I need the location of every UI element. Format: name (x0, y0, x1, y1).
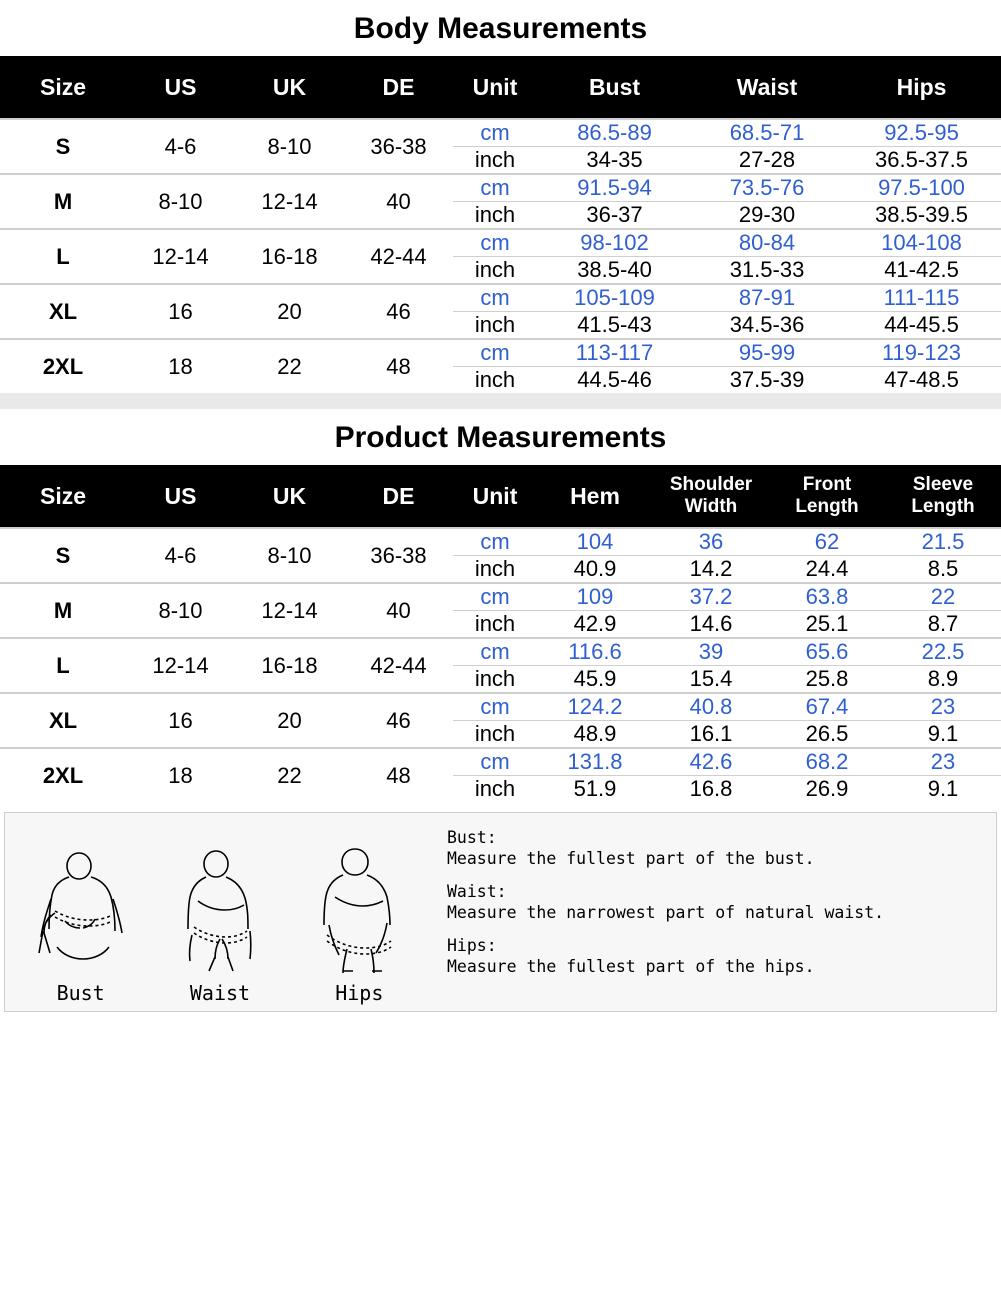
cell-hips-inch: 47-48.5 (842, 367, 1001, 394)
col-us: US (126, 465, 235, 528)
table-row (0, 339, 1001, 367)
cell-waist-inch: 31.5-33 (692, 257, 842, 285)
cell-size: M (0, 583, 126, 638)
cell-hem-inch: 51.9 (537, 776, 653, 803)
cell-shoulder-inch: 16.8 (653, 776, 769, 803)
cell-bust-inch: 36-37 (537, 202, 692, 230)
cell-sleeve-inch: 8.5 (885, 556, 1001, 584)
cell-waist-cm: 73.5-76 (692, 174, 842, 202)
cell-sleeve-inch: 9.1 (885, 721, 1001, 749)
cell-uk: 20 (235, 284, 344, 339)
col-bust: Bust (537, 56, 692, 119)
guide-desc-hips: Measure the fullest part of the hips. (447, 957, 815, 976)
cell-bust-cm: 113-117 (537, 339, 692, 367)
cell-size: S (0, 528, 126, 583)
cell-uk: 12-14 (235, 583, 344, 638)
cell-shoulder-inch: 14.2 (653, 556, 769, 584)
product-measurements-table (0, 465, 1001, 802)
cell-unit-cm: cm (453, 748, 537, 776)
cell-shoulder-cm: 39 (653, 638, 769, 666)
col-unit: Unit (453, 56, 537, 119)
col-uk: UK (235, 465, 344, 528)
col-size: Size (0, 56, 126, 119)
col-hem: Hem (537, 465, 653, 528)
guide-term-bust: Bust: (447, 828, 497, 847)
cell-hips-inch: 38.5-39.5 (842, 202, 1001, 230)
cell-bust-inch: 41.5-43 (537, 312, 692, 340)
cell-unit-inch: inch (453, 202, 537, 230)
cell-front-inch: 25.1 (769, 611, 885, 639)
cell-waist-cm: 68.5-71 (692, 119, 842, 147)
cell-hem-inch: 42.9 (537, 611, 653, 639)
cell-sleeve-cm: 23 (885, 693, 1001, 721)
cell-de: 36-38 (344, 119, 453, 174)
cell-hips-inch: 36.5-37.5 (842, 147, 1001, 175)
cell-unit-cm: cm (453, 229, 537, 257)
cell-size: M (0, 174, 126, 229)
cell-front-cm: 68.2 (769, 748, 885, 776)
cell-size: 2XL (0, 339, 126, 393)
cell-front-inch: 26.5 (769, 721, 885, 749)
cell-us: 18 (126, 339, 235, 393)
cell-unit-cm: cm (453, 339, 537, 367)
cell-shoulder-inch: 15.4 (653, 666, 769, 694)
cell-us: 4-6 (126, 528, 235, 583)
cell-hem-inch: 45.9 (537, 666, 653, 694)
col-us: US (126, 56, 235, 119)
cell-uk: 22 (235, 748, 344, 802)
cell-us: 12-14 (126, 229, 235, 284)
cell-shoulder-cm: 42.6 (653, 748, 769, 776)
cell-hem-cm: 104 (537, 528, 653, 556)
table-header-row (0, 465, 1001, 528)
cell-hips-cm: 97.5-100 (842, 174, 1001, 202)
cell-shoulder-inch: 16.1 (653, 721, 769, 749)
guide-figure-hips (294, 839, 424, 1005)
cell-waist-inch: 37.5-39 (692, 367, 842, 394)
col-shoulder-line1: Shoulder (669, 474, 753, 495)
col-front-length (769, 465, 885, 528)
cell-size: XL (0, 693, 126, 748)
body-measurements-title: Body Measurements (0, 0, 1001, 56)
table-row (0, 284, 1001, 312)
cell-us: 12-14 (126, 638, 235, 693)
cell-bust-cm: 105-109 (537, 284, 692, 312)
cell-sleeve-cm: 22.5 (885, 638, 1001, 666)
cell-unit-cm: cm (453, 528, 537, 556)
table-row (0, 528, 1001, 556)
product-measurements-title: Product Measurements (0, 409, 1001, 465)
cell-us: 8-10 (126, 174, 235, 229)
cell-uk: 22 (235, 339, 344, 393)
measurement-guide (4, 812, 997, 1012)
guide-figure-waist (155, 839, 285, 1005)
table-row (0, 229, 1001, 257)
guide-text (435, 813, 996, 1011)
cell-us: 18 (126, 748, 235, 802)
bust-figure-icon (16, 839, 146, 979)
col-sleeve-length (885, 465, 1001, 528)
cell-size: 2XL (0, 748, 126, 802)
guide-figures (5, 813, 435, 1011)
cell-shoulder-cm: 36 (653, 528, 769, 556)
cell-uk: 8-10 (235, 528, 344, 583)
cell-unit-inch: inch (453, 556, 537, 584)
table-row (0, 638, 1001, 666)
cell-sleeve-cm: 23 (885, 748, 1001, 776)
cell-waist-cm: 87-91 (692, 284, 842, 312)
cell-unit-inch: inch (453, 147, 537, 175)
cell-hem-cm: 124.2 (537, 693, 653, 721)
cell-size: XL (0, 284, 126, 339)
cell-unit-inch: inch (453, 312, 537, 340)
guide-desc-waist: Measure the narrowest part of natural waist. (447, 903, 885, 922)
cell-de: 40 (344, 174, 453, 229)
cell-us: 16 (126, 284, 235, 339)
cell-uk: 20 (235, 693, 344, 748)
cell-shoulder-cm: 37.2 (653, 583, 769, 611)
col-sleeve-line1: Sleeve (912, 474, 974, 495)
cell-hem-cm: 116.6 (537, 638, 653, 666)
cell-waist-inch: 27-28 (692, 147, 842, 175)
col-de: DE (344, 465, 453, 528)
cell-front-inch: 26.9 (769, 776, 885, 803)
cell-hem-inch: 48.9 (537, 721, 653, 749)
col-sleeve-line2: Length (911, 496, 975, 517)
cell-size: L (0, 229, 126, 284)
cell-unit-cm: cm (453, 583, 537, 611)
table-header-row (0, 56, 1001, 119)
col-waist: Waist (692, 56, 842, 119)
cell-bust-cm: 91.5-94 (537, 174, 692, 202)
cell-front-cm: 65.6 (769, 638, 885, 666)
cell-hips-inch: 44-45.5 (842, 312, 1001, 340)
cell-unit-cm: cm (453, 284, 537, 312)
cell-sleeve-inch: 9.1 (885, 776, 1001, 803)
guide-term-hips: Hips: (447, 936, 497, 955)
cell-unit-cm: cm (453, 693, 537, 721)
table-row (0, 583, 1001, 611)
hips-figure-icon (294, 839, 424, 979)
section-divider (0, 393, 1001, 409)
cell-unit-cm: cm (453, 174, 537, 202)
col-front-line1: Front (802, 474, 852, 495)
cell-de: 36-38 (344, 528, 453, 583)
col-uk: UK (235, 56, 344, 119)
cell-waist-inch: 34.5-36 (692, 312, 842, 340)
cell-hem-inch: 40.9 (537, 556, 653, 584)
cell-us: 4-6 (126, 119, 235, 174)
cell-unit-inch: inch (453, 666, 537, 694)
waist-figure-icon (155, 839, 285, 979)
col-de: DE (344, 56, 453, 119)
cell-shoulder-inch: 14.6 (653, 611, 769, 639)
cell-front-inch: 24.4 (769, 556, 885, 584)
cell-waist-inch: 29-30 (692, 202, 842, 230)
cell-hips-inch: 41-42.5 (842, 257, 1001, 285)
cell-de: 48 (344, 339, 453, 393)
cell-bust-inch: 38.5-40 (537, 257, 692, 285)
cell-size: L (0, 638, 126, 693)
cell-hips-cm: 111-115 (842, 284, 1001, 312)
cell-hips-cm: 104-108 (842, 229, 1001, 257)
cell-front-cm: 67.4 (769, 693, 885, 721)
cell-uk: 16-18 (235, 638, 344, 693)
cell-hips-cm: 92.5-95 (842, 119, 1001, 147)
cell-de: 46 (344, 693, 453, 748)
guide-desc-bust: Measure the fullest part of the bust. (447, 849, 815, 868)
guide-term-waist: Waist: (447, 882, 507, 901)
cell-uk: 16-18 (235, 229, 344, 284)
cell-de: 46 (344, 284, 453, 339)
cell-bust-cm: 86.5-89 (537, 119, 692, 147)
cell-sleeve-cm: 22 (885, 583, 1001, 611)
cell-unit-cm: cm (453, 638, 537, 666)
cell-size: S (0, 119, 126, 174)
cell-unit-inch: inch (453, 611, 537, 639)
cell-sleeve-cm: 21.5 (885, 528, 1001, 556)
cell-hem-cm: 131.8 (537, 748, 653, 776)
cell-unit-inch: inch (453, 367, 537, 394)
cell-unit-cm: cm (453, 119, 537, 147)
cell-us: 16 (126, 693, 235, 748)
guide-figure-label: Bust (56, 981, 105, 1005)
cell-bust-inch: 44.5-46 (537, 367, 692, 394)
cell-waist-cm: 95-99 (692, 339, 842, 367)
cell-de: 42-44 (344, 638, 453, 693)
table-row (0, 748, 1001, 776)
body-measurements-table (0, 56, 1001, 393)
cell-hem-cm: 109 (537, 583, 653, 611)
cell-front-cm: 63.8 (769, 583, 885, 611)
guide-figure-bust (16, 839, 146, 1005)
col-hips: Hips (842, 56, 1001, 119)
cell-de: 40 (344, 583, 453, 638)
col-front-line2: Length (795, 496, 859, 517)
cell-unit-inch: inch (453, 721, 537, 749)
cell-us: 8-10 (126, 583, 235, 638)
cell-front-cm: 62 (769, 528, 885, 556)
guide-figure-label: Hips (335, 981, 384, 1005)
col-unit: Unit (453, 465, 537, 528)
cell-bust-inch: 34-35 (537, 147, 692, 175)
cell-sleeve-inch: 8.9 (885, 666, 1001, 694)
cell-shoulder-cm: 40.8 (653, 693, 769, 721)
cell-waist-cm: 80-84 (692, 229, 842, 257)
cell-unit-inch: inch (453, 257, 537, 285)
cell-uk: 12-14 (235, 174, 344, 229)
table-row (0, 174, 1001, 202)
cell-de: 48 (344, 748, 453, 802)
guide-figure-label: Waist (189, 981, 251, 1005)
cell-front-inch: 25.8 (769, 666, 885, 694)
col-size: Size (0, 465, 126, 528)
cell-uk: 8-10 (235, 119, 344, 174)
table-row (0, 693, 1001, 721)
cell-hips-cm: 119-123 (842, 339, 1001, 367)
col-shoulder-line2: Width (684, 496, 738, 517)
col-shoulder-width (653, 465, 769, 528)
cell-bust-cm: 98-102 (537, 229, 692, 257)
cell-sleeve-inch: 8.7 (885, 611, 1001, 639)
cell-unit-inch: inch (453, 776, 537, 803)
table-row (0, 119, 1001, 147)
cell-de: 42-44 (344, 229, 453, 284)
